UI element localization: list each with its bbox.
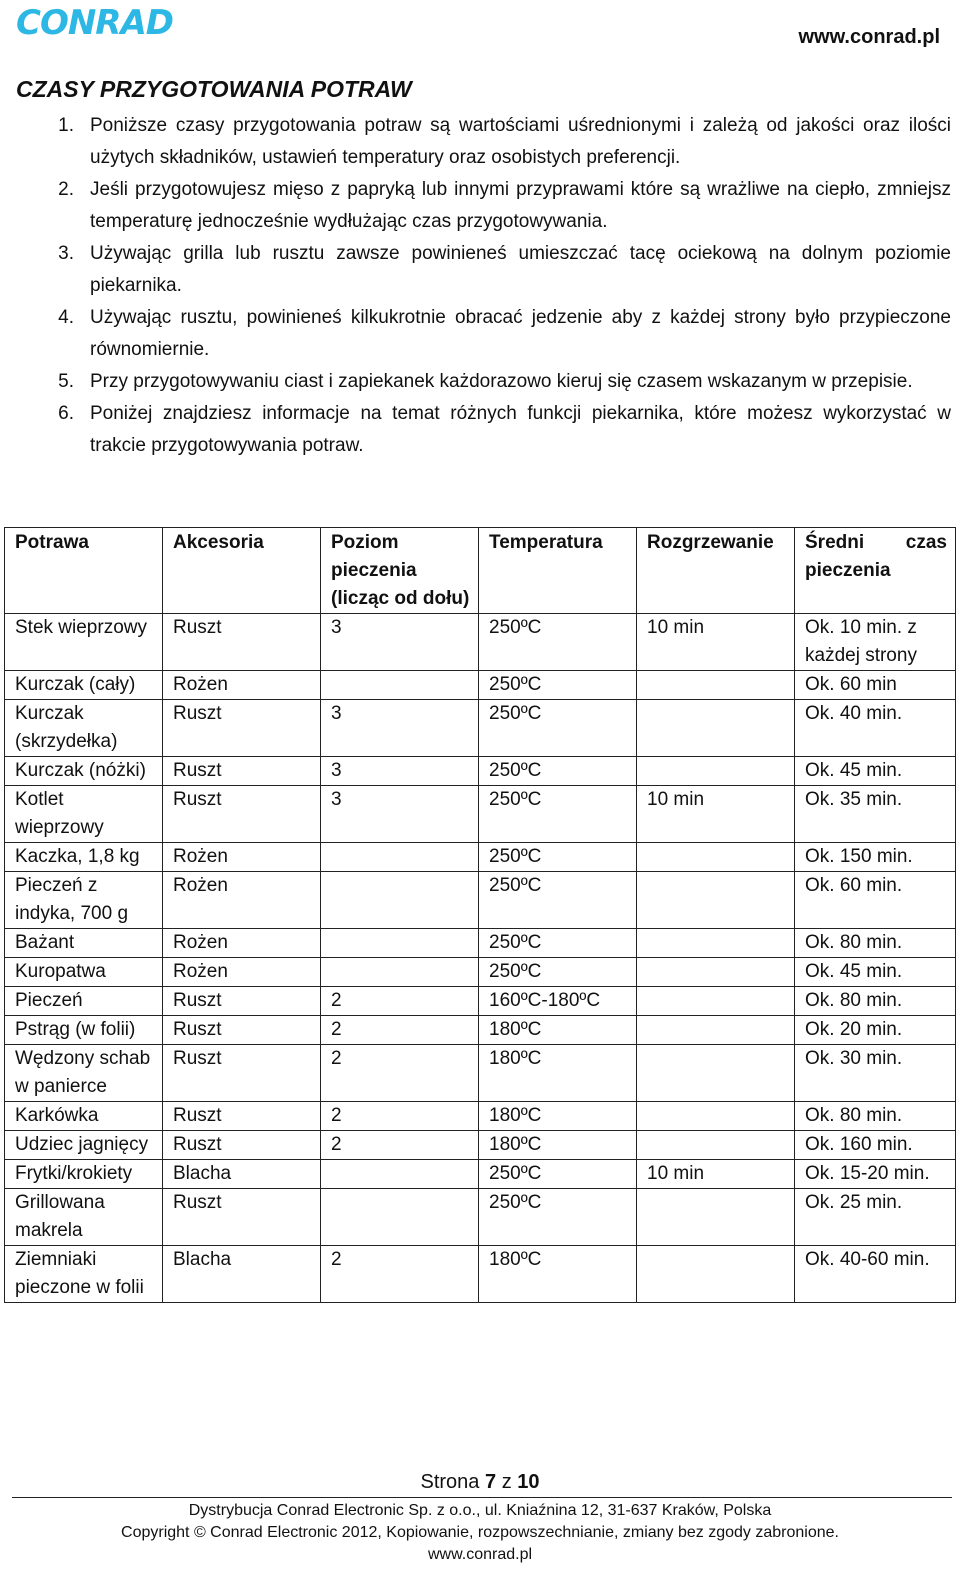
cell-temperature: 250ºC <box>479 614 637 671</box>
cell-temperature: 180ºC <box>479 1102 637 1131</box>
table-row <box>5 1131 956 1160</box>
table-header-row <box>5 528 956 614</box>
cell-level: 2 <box>321 1131 479 1160</box>
cell-accessory: Ruszt <box>163 987 321 1016</box>
cell-temperature: 250ºC <box>479 929 637 958</box>
cell-accessory: Ruszt <box>163 757 321 786</box>
note-number: 4. <box>58 307 74 328</box>
note-text: Poniższe czasy przygotowania potraw są wartościami uśrednionymi i zależą od jakości oraz ilości użytych składników, ustawień temperatury oraz osobistych preferencji. <box>90 115 951 168</box>
cell-preheating <box>637 958 795 987</box>
table-row <box>5 700 956 757</box>
cell-dish: Kaczka, 1,8 kg <box>5 843 163 872</box>
cell-level: 2 <box>321 987 479 1016</box>
cell-time: Ok. 40 min. <box>795 700 956 757</box>
note-text: Używając grilla lub rusztu zawsze powinieneś umieszczać tacę ociekową na dolnym poziomie piekarnika. <box>90 243 951 296</box>
table-row <box>5 958 956 987</box>
cell-temperature: 250ºC <box>479 671 637 700</box>
cell-preheating <box>637 987 795 1016</box>
cell-accessory: Ruszt <box>163 700 321 757</box>
cell-dish: Kurczak (skrzydełka) <box>5 700 163 757</box>
cell-preheating <box>637 929 795 958</box>
cell-dish: Kuropatwa <box>5 958 163 987</box>
header-temperature: Temperatura <box>479 528 637 614</box>
cell-level <box>321 671 479 700</box>
cell-dish: Wędzony schab w panierce <box>5 1045 163 1102</box>
cell-temperature: 180ºC <box>479 1246 637 1303</box>
cell-dish: Kurczak (cały) <box>5 671 163 700</box>
cell-preheating <box>637 843 795 872</box>
cell-preheating <box>637 1016 795 1045</box>
footer-website: www.conrad.pl <box>427 1546 533 1563</box>
cell-preheating <box>637 700 795 757</box>
cell-level <box>321 958 479 987</box>
cell-dish: Udziec jagnięcy <box>5 1131 163 1160</box>
note-item <box>16 398 951 462</box>
cell-accessory: Ruszt <box>163 1016 321 1045</box>
cell-time: Ok. 10 min. z każdej strony <box>795 614 956 671</box>
cell-time: Ok. 35 min. <box>795 786 956 843</box>
table-row <box>5 872 956 929</box>
cell-accessory: Ruszt <box>163 1102 321 1131</box>
cell-temperature: 160ºC-180ºC <box>479 987 637 1016</box>
note-number: 5. <box>58 371 74 392</box>
cell-time: Ok. 80 min. <box>795 929 956 958</box>
page-current: 7 <box>485 1471 497 1493</box>
cell-accessory: Ruszt <box>163 1189 321 1246</box>
note-text: Jeśli przygotowujesz mięso z papryką lub innymi przyprawami które są wrażliwe na ciepło, zmniejsz temperaturę jednocześnie wydłużając czas przygotowywania. <box>90 179 951 232</box>
cell-level: 3 <box>321 786 479 843</box>
note-item <box>16 174 951 238</box>
cell-time: Ok. 45 min. <box>795 958 956 987</box>
header-preheating: Rozgrzewanie <box>637 528 795 614</box>
cell-level <box>321 1189 479 1246</box>
footer-divider <box>12 1497 952 1498</box>
cell-temperature: 250ºC <box>479 872 637 929</box>
cell-preheating <box>637 1102 795 1131</box>
cell-dish: Pieczeń z indyka, 700 g <box>5 872 163 929</box>
page-of: z <box>501 1471 512 1493</box>
table-row <box>5 671 956 700</box>
cell-level: 3 <box>321 614 479 671</box>
cell-time: Ok. 60 min. <box>795 872 956 929</box>
table-row <box>5 786 956 843</box>
cell-temperature: 250ºC <box>479 786 637 843</box>
cell-level <box>321 872 479 929</box>
notes-list <box>16 110 951 462</box>
header-level: Poziom pieczenia (licząc od dołu) <box>321 528 479 614</box>
cell-temperature: 250ºC <box>479 958 637 987</box>
cell-time: Ok. 150 min. <box>795 843 956 872</box>
cooking-times-table <box>4 527 956 1303</box>
cell-time: Ok. 40-60 min. <box>795 1246 956 1303</box>
cell-dish: Karkówka <box>5 1102 163 1131</box>
cell-accessory: Blacha <box>163 1246 321 1303</box>
cell-temperature: 180ºC <box>479 1131 637 1160</box>
table-row <box>5 757 956 786</box>
cell-preheating: 10 min <box>637 1160 795 1189</box>
cell-level: 2 <box>321 1246 479 1303</box>
conrad-logo <box>16 2 173 44</box>
cell-time: Ok. 25 min. <box>795 1189 956 1246</box>
note-item <box>16 302 951 366</box>
cell-accessory: Blacha <box>163 1160 321 1189</box>
cell-preheating <box>637 872 795 929</box>
cell-temperature: 250ºC <box>479 843 637 872</box>
note-item <box>16 238 951 302</box>
cell-level <box>321 1160 479 1189</box>
cell-level: 3 <box>321 757 479 786</box>
cell-time: Ok. 80 min. <box>795 1102 956 1131</box>
cell-accessory: Rożen <box>163 671 321 700</box>
header-avg-time: Średni czas pieczenia <box>795 528 956 614</box>
cell-temperature: 180ºC <box>479 1045 637 1102</box>
table-body <box>5 614 956 1303</box>
cell-preheating: 10 min <box>637 614 795 671</box>
cell-level: 2 <box>321 1102 479 1131</box>
note-number: 2. <box>58 179 74 200</box>
table-row <box>5 843 956 872</box>
cell-level <box>321 843 479 872</box>
cell-temperature: 250ºC <box>479 700 637 757</box>
cell-dish: Bażant <box>5 929 163 958</box>
page-total: 10 <box>517 1471 540 1493</box>
note-item <box>16 366 951 398</box>
cell-time: Ok. 15-20 min. <box>795 1160 956 1189</box>
cell-preheating: 10 min <box>637 786 795 843</box>
cell-level <box>321 929 479 958</box>
table-row <box>5 614 956 671</box>
cell-level: 3 <box>321 700 479 757</box>
cell-temperature: 250ºC <box>479 757 637 786</box>
cell-time: Ok. 80 min. <box>795 987 956 1016</box>
cell-accessory: Rożen <box>163 958 321 987</box>
cell-time: Ok. 20 min. <box>795 1016 956 1045</box>
cell-level: 2 <box>321 1045 479 1102</box>
cell-temperature: 180ºC <box>479 1016 637 1045</box>
note-text: Poniżej znajdziesz informacje na temat różnych funkcji piekarnika, które możesz wykorzystać w trakcie przygotowywania potraw. <box>90 403 951 456</box>
page-title: CZASY PRZYGOTOWANIA POTRAW <box>16 76 412 102</box>
table-row <box>5 1189 956 1246</box>
note-number: 3. <box>58 243 74 264</box>
logo-text: CONRAD <box>16 3 174 43</box>
note-text: Przy przygotowywaniu ciast i zapiekanek każdorazowo kieruj się czasem wskazanym w przepisie. <box>90 371 913 392</box>
page-number <box>0 1471 960 1494</box>
note-text: Używając rusztu, powinieneś kilkukrotnie obracać jedzenie aby z każdej strony było przypieczone równomiernie. <box>90 307 951 360</box>
cell-dish: Frytki/krokiety <box>5 1160 163 1189</box>
table-row <box>5 1246 956 1303</box>
footer <box>0 1500 960 1566</box>
header-dish: Potrawa <box>5 528 163 614</box>
cell-temperature: 250ºC <box>479 1189 637 1246</box>
cell-level: 2 <box>321 1016 479 1045</box>
cell-accessory: Ruszt <box>163 1131 321 1160</box>
cell-temperature: 250ºC <box>479 1160 637 1189</box>
table-row <box>5 1160 956 1189</box>
cell-dish: Stek wieprzowy <box>5 614 163 671</box>
table-row <box>5 1102 956 1131</box>
cell-preheating <box>637 1131 795 1160</box>
header-accessories: Akcesoria <box>163 528 321 614</box>
cell-accessory: Ruszt <box>163 614 321 671</box>
note-number: 6. <box>58 403 74 424</box>
table-row <box>5 987 956 1016</box>
table-row <box>5 1045 956 1102</box>
cell-accessory: Rożen <box>163 929 321 958</box>
cell-preheating <box>637 1045 795 1102</box>
cell-time: Ok. 45 min. <box>795 757 956 786</box>
footer-distributor: Dystrybucja Conrad Electronic Sp. z o.o., ul. Kniaźnina 12, 31-637 Kraków, Polska <box>188 1502 772 1519</box>
cell-dish: Pstrąg (w folii) <box>5 1016 163 1045</box>
cell-dish: Pieczeń <box>5 987 163 1016</box>
header-website: www.conrad.pl <box>798 26 940 48</box>
note-item <box>16 110 951 174</box>
cell-time: Ok. 60 min <box>795 671 956 700</box>
table-row <box>5 1016 956 1045</box>
cell-accessory: Rożen <box>163 872 321 929</box>
cell-accessory: Ruszt <box>163 786 321 843</box>
note-number: 1. <box>58 115 74 136</box>
cell-preheating <box>637 1246 795 1303</box>
cell-time: Ok. 30 min. <box>795 1045 956 1102</box>
cell-dish: Kurczak (nóżki) <box>5 757 163 786</box>
cell-accessory: Ruszt <box>163 1045 321 1102</box>
cell-time: Ok. 160 min. <box>795 1131 956 1160</box>
cell-preheating <box>637 671 795 700</box>
cell-dish: Kotlet wieprzowy <box>5 786 163 843</box>
page-label: Strona <box>420 1471 480 1493</box>
table-row <box>5 929 956 958</box>
cell-preheating <box>637 1189 795 1246</box>
cell-preheating <box>637 757 795 786</box>
cell-dish: Ziemniaki pieczone w folii <box>5 1246 163 1303</box>
cell-accessory: Rożen <box>163 843 321 872</box>
footer-copyright: Copyright © Conrad Electronic 2012, Kopiowanie, rozpowszechnianie, zmiany bez zgody zabronione. <box>121 1524 839 1541</box>
cell-dish: Grillowana makrela <box>5 1189 163 1246</box>
